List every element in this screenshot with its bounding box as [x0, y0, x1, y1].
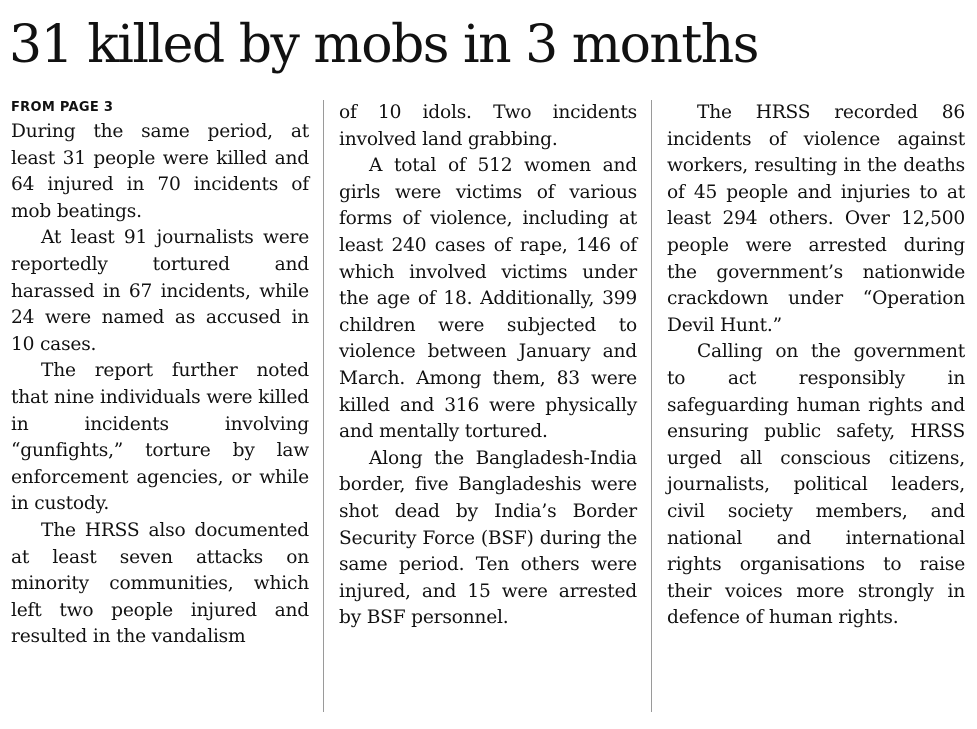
- kicker-from-page: FROM PAGE 3: [11, 100, 114, 115]
- paragraph: The HRSS also documented at least seven attacks on minority communities, which left two people injured and resulted in the vandalism: [11, 519, 309, 648]
- headline: 31 killed by mobs in 3 months: [9, 15, 758, 75]
- paragraph: Along the Bangladesh-India border, five Bangladeshis were shot dead by India’s Border Security Force (BSF) during the same period. Ten others were injured, and 15 were arrested by BSF personnel.: [339, 447, 637, 629]
- column-divider: [323, 100, 324, 712]
- paragraph: A total of 512 women and girls were victims of various forms of violence, including at least 240 cases of rape, 146 of which involved victims under the age of 18. Additionally, 399 children were subjected to violence between January and March. Among them, 83 were killed and 316 were physically and mentally tortured.: [339, 155, 637, 443]
- paragraph: Calling on the government to act responsibly in safeguarding human rights and ensuring public safety, HRSS urged all conscious citizens, journalists, political leaders, civil society members, and national and international rights organisations to raise their voices more strongly in defence of human rights.: [667, 341, 965, 629]
- paragraph: of 10 idols. Two incidents involved land grabbing.: [339, 102, 637, 150]
- paragraph: During the same period, at least 31 people were killed and 64 injured in 70 incidents of mob beatings.: [11, 121, 309, 222]
- column-divider: [651, 100, 652, 712]
- article-column-1: [11, 98, 309, 651]
- paragraph: The report further noted that nine individuals were killed in incidents involving “gunfights,” torture by law enforcement agencies, or while in custody.: [11, 360, 309, 515]
- paragraph: At least 91 journalists were reportedly tortured and harassed in 67 incidents, while 24 were named as accused in 10 cases.: [11, 227, 309, 355]
- article-column-2: [339, 98, 637, 632]
- paragraph: The HRSS recorded 86 incidents of violence against workers, resulting in the deaths of 45 people and injuries to at least 294 others. Over 12,500 people were arrested during the government’s nationwide crackdown under “Operation Devil Hunt.”: [667, 102, 965, 336]
- article-column-3: [667, 98, 965, 632]
